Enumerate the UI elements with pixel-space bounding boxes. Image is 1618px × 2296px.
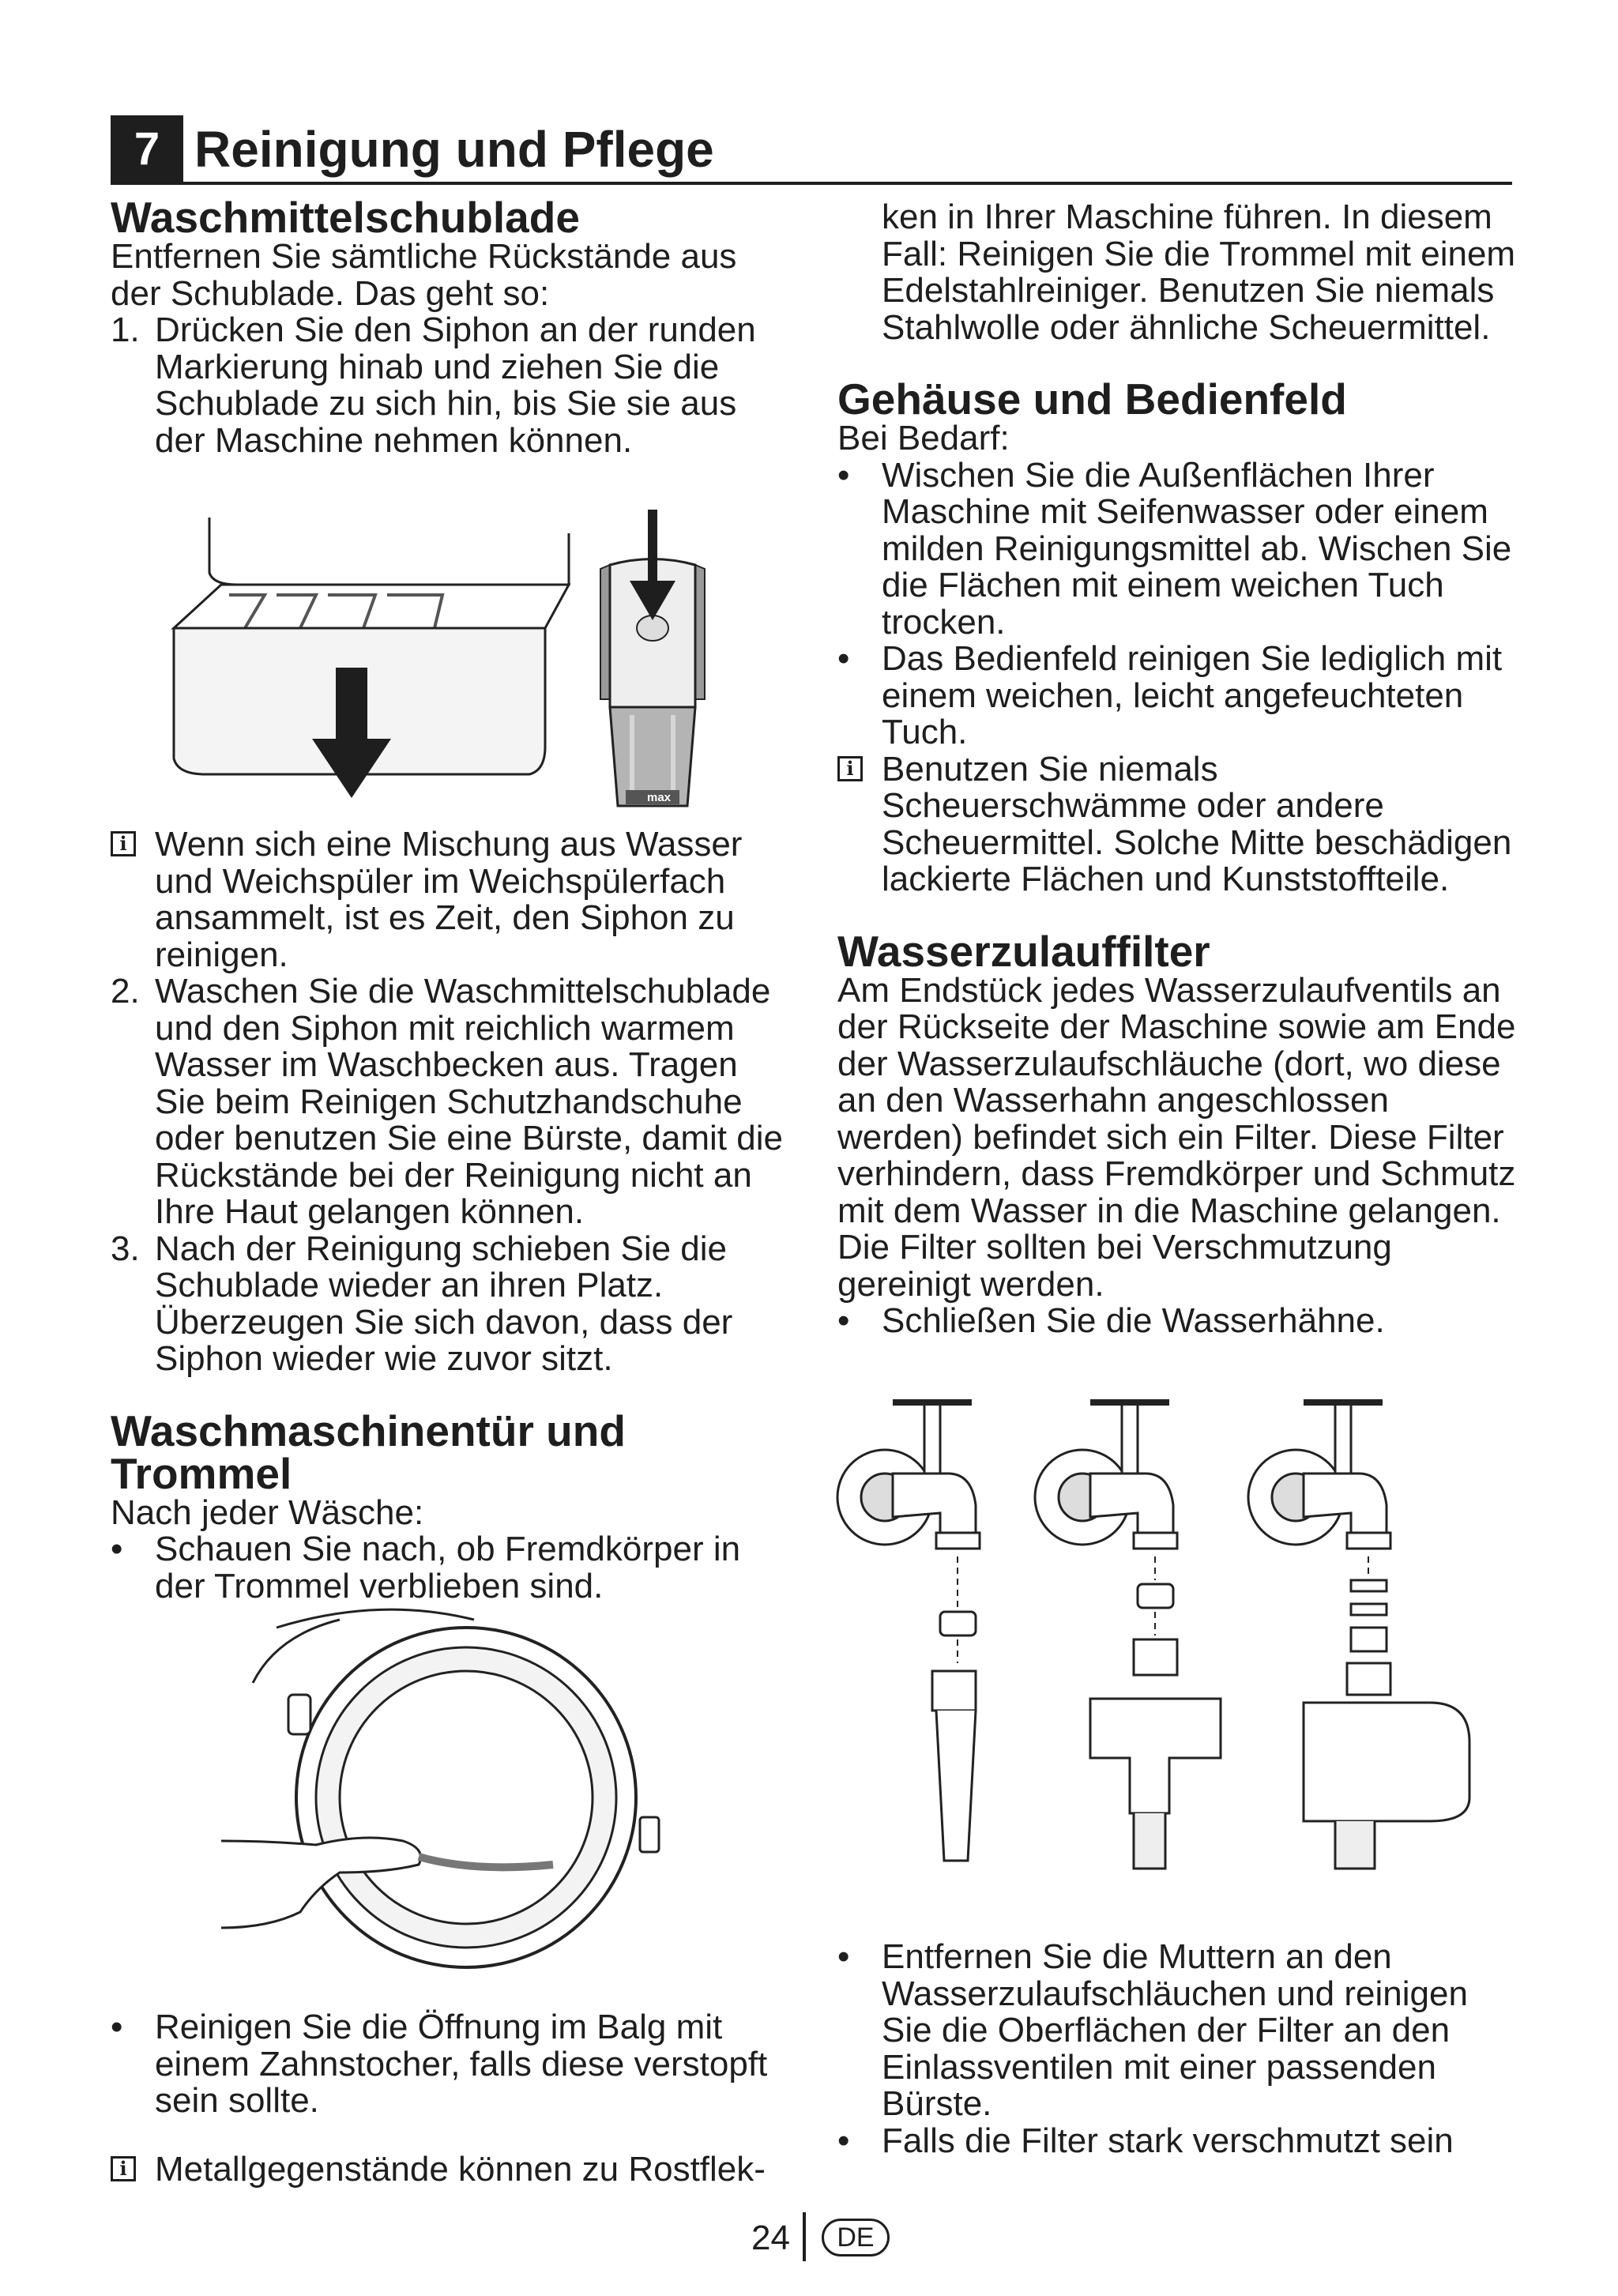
- bullet-item: [837, 641, 1517, 751]
- note-text: Metallgegenstände können zu Rostflek-: [155, 2149, 766, 2189]
- step-text: Drücken Sie den Siphon an der runden Markierung hinab und ziehen Sie die Schublade zu sich hin, bis Sie sie aus der Maschine nehmen können.: [155, 311, 756, 460]
- bullet: •: [837, 1937, 850, 1976]
- info-icon: i: [111, 2156, 136, 2181]
- step-number: 1.: [111, 311, 140, 349]
- list-item: [111, 973, 790, 1231]
- step-number: 2.: [111, 972, 140, 1011]
- chapter-rule: [111, 182, 1512, 185]
- drawer-illustration: [158, 510, 727, 818]
- housing-intro: Bei Bedarf:: [837, 419, 1010, 457]
- note-text: Wenn sich eine Mischung aus Wasser und Weichspüler im Weichspülerfach ansammelt, ist es Zeit, den Siphon zu reinigen.: [155, 825, 743, 974]
- heading-door: Waschmaschinentür und Trommel: [111, 1406, 626, 1498]
- note-text: Benutzen Sie niemals Scheuerschwämme oder andere Scheuermittel. Solche Mitte beschädigen lackierte Flächen und Kunststoffteile.: [882, 749, 1512, 898]
- note-item: [111, 826, 790, 973]
- left-column-bottom: [111, 2009, 790, 2188]
- info-icon: i: [111, 831, 136, 856]
- bullet: •: [111, 1530, 123, 1568]
- bullet: •: [837, 1301, 850, 1340]
- heading-drawer: Waschmittelschublade: [111, 193, 580, 242]
- bullet-item: [837, 1303, 1517, 1340]
- bullet-item: [111, 1531, 790, 1605]
- faucet-3: [1248, 1402, 1469, 1869]
- chapter-title: Reinigung und Pflege: [194, 121, 714, 178]
- bullet-text: Schauen Sie nach, ob Fremdkörper in der Trommel verblieben sind.: [155, 1530, 741, 1605]
- door-intro: Nach jeder Wäsche:: [111, 1492, 424, 1532]
- filter-text: Am Endstück jedes Wasserzulaufventils an der Rückseite der Maschine sowie am Ende der Wasserzulaufschläuche (dort, wo diese an den Wasserhahn angeschlossen werden) befindet sich ein Filter. Diese Filter verhindern, dass Fremdkörper und Schmutz mit dem Wasser in die Maschine gelangen. Die Filter sollten bei Verschmutzung gereinigt werden.: [837, 970, 1516, 1304]
- door-illustration: [221, 1604, 727, 1999]
- drawer-intro: Entfernen Sie sämtliche Rückstände aus der Schublade. Das geht so:: [111, 237, 737, 313]
- chapter-number-box: [111, 115, 183, 183]
- bullet-text: Reinigen Sie die Öffnung im Balg mit einem Zahnstocher, falls diese verstopft sein sollte.: [155, 2008, 768, 2120]
- bullet: •: [837, 455, 850, 495]
- heading-housing: Gehäuse und Bedienfeld: [837, 375, 1347, 423]
- bullet-item: [837, 457, 1517, 642]
- heading-filter: Wasserzulauffilter: [837, 926, 1210, 976]
- chapter-number: 7: [134, 123, 160, 175]
- language-code: DE: [837, 2223, 875, 2253]
- info-icon: i: [837, 756, 863, 781]
- step-text: Waschen Sie die Waschmittelschublade und den Siphon mit reichlich warmem Wasser im Waschbecken aus. Tragen Sie beim Reinigen Schutzhandschuhe oder benutzen Sie eine Bürste, damit die Rückstände bei der Reinigung nicht an Ihre Haut gelangen können.: [155, 972, 783, 1231]
- page-number: 24: [751, 2219, 790, 2257]
- faucet-2: [1035, 1402, 1221, 1869]
- bullet-text: Schließen Sie die Wasserhähne.: [882, 1301, 1385, 1340]
- step-number: 3.: [111, 1229, 140, 1268]
- step-text: Nach der Reinigung schieben Sie die Schublade wieder an ihren Platz. Überzeugen Sie sich davon, dass der Siphon wieder wie zuvor sitzt.: [155, 1229, 733, 1378]
- bullet-item: [837, 1939, 1517, 2123]
- language-badge: [822, 2219, 890, 2256]
- note-item: [111, 2151, 790, 2189]
- left-column: [111, 193, 790, 460]
- list-item: [111, 1231, 790, 1378]
- bullet-text: Wischen Sie die Außenflächen Ihrer Maschine mit Seifenwasser oder einem milden Reinigungsmittel ab. Wischen Sie die Flächen mit einem weichen Tuch trocken.: [882, 455, 1512, 642]
- bullet-item: [837, 2123, 1517, 2160]
- faucet-filter-illustration: [830, 1387, 1525, 1892]
- faucet-1: [837, 1402, 980, 1861]
- continued-text: ken in Ihrer Maschine führen. In diesem Fall: Reinigen Sie die Trommel mit einem Edelstahlreiniger. Benutzen Sie niemals Stahlwolle oder ähnliche Scheuermittel.: [882, 198, 1516, 347]
- bullet-item: [111, 2009, 790, 2120]
- right-column: [837, 199, 1517, 1340]
- left-column-middle: [111, 826, 790, 1605]
- note-item: [837, 751, 1517, 898]
- footer-divider: [803, 2212, 806, 2261]
- siphon-label: max: [646, 791, 672, 804]
- bullet: •: [837, 2121, 850, 2160]
- bullet: •: [111, 2008, 123, 2046]
- bullet: •: [837, 639, 850, 678]
- bullet-text: Falls die Filter stark verschmutzt sein: [882, 2121, 1454, 2160]
- right-column-bottom: [837, 1939, 1517, 2159]
- list-item: [111, 312, 790, 459]
- bullet-text: Entfernen Sie die Muttern an den Wasserzulaufschläuchen und reinigen Sie die Oberflächen der Filter an den Einlassventilen mit einer passenden Bürste.: [882, 1937, 1468, 2123]
- bullet-text: Das Bedienfeld reinigen Sie lediglich mit einem weichen, leicht angefeuchteten Tuch.: [882, 639, 1503, 751]
